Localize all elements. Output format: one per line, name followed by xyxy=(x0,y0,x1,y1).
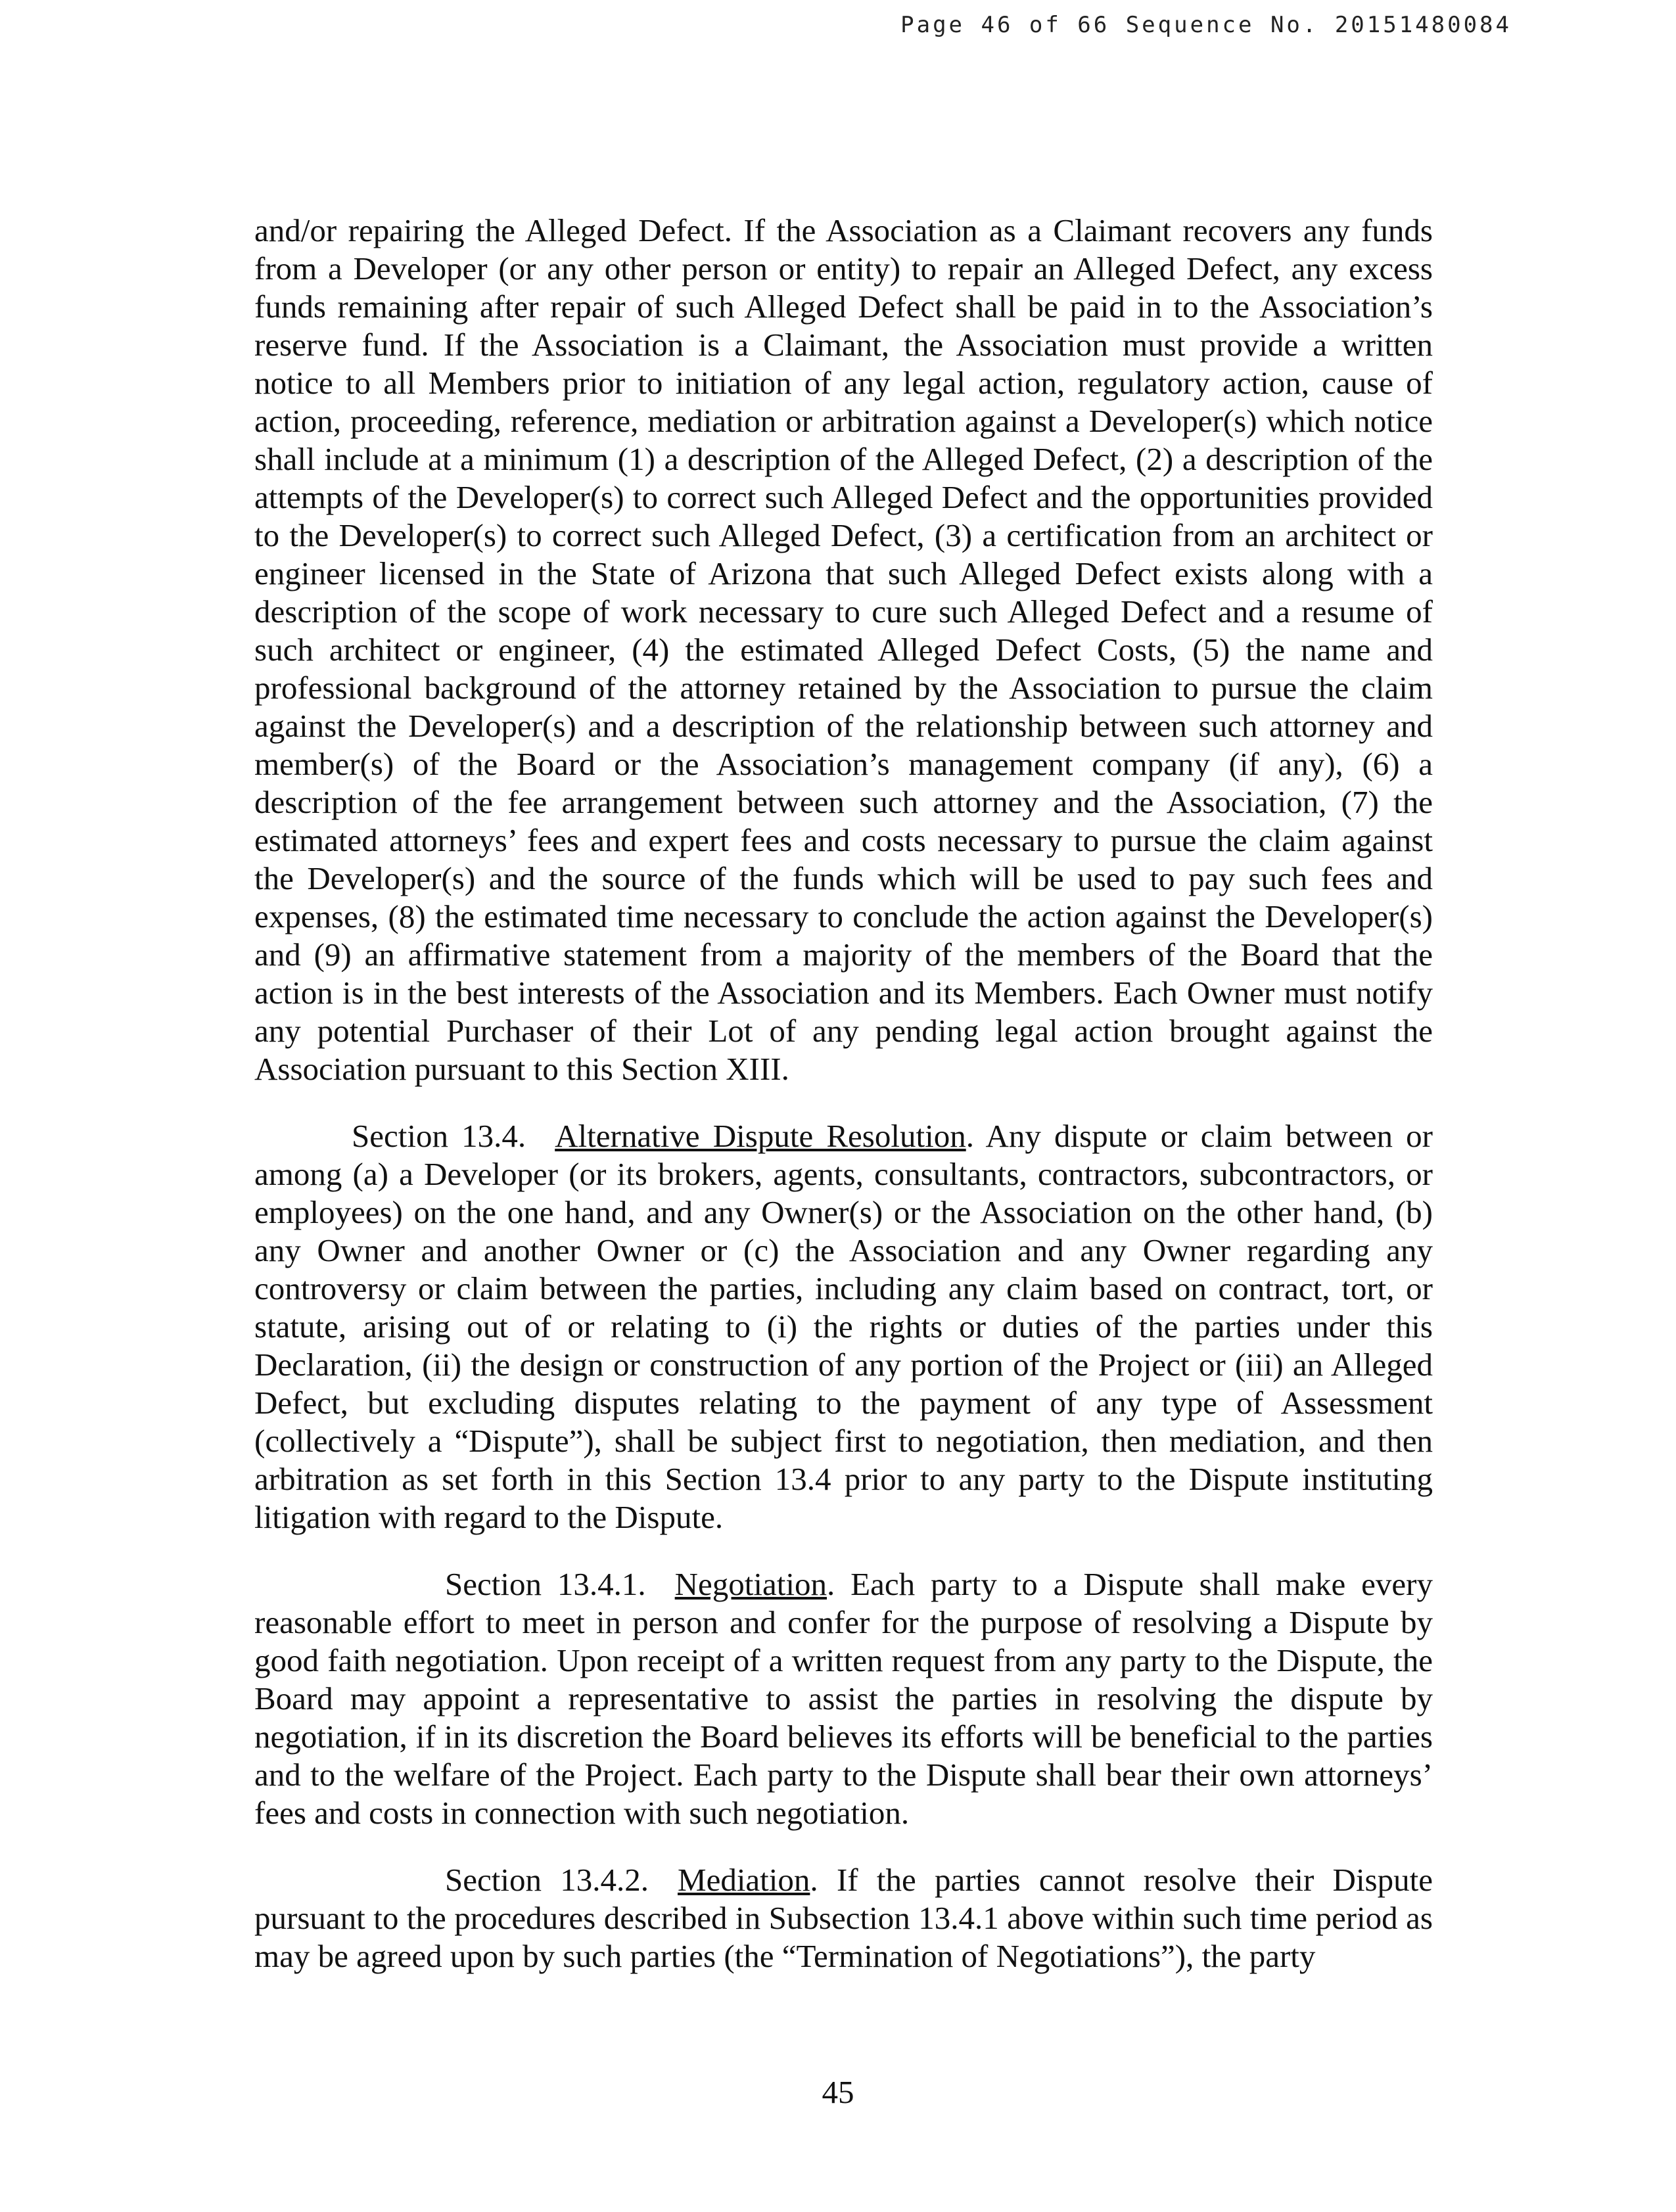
section-13-4-paragraph xyxy=(254,1117,1433,1536)
page-sequence-header: Page 46 of 66 Sequence No. 20151480084 xyxy=(900,12,1512,38)
section-13-4-text: . Any dispute or claim between or among (a) a Developer (or its brokers, agents, consultants, contractors, subcontractors, or employees) on the one hand, and any Owner(s) or the Association on the other hand, (b) any Owner and another Owner or (c) the Association and any Owner regarding any controversy or claim between the parties, including any claim based on contract, tort, or statute, arising out of or relating to (i) the rights or duties of the parties under this Declaration, (ii) the design or construction of any portion of the Project or (iii) an Alleged Defect, but excluding disputes relating to the payment of any type of Assessment (collectively a “Dispute”), shall be subject first to negotiation, then mediation, and then arbitration as set forth in this Section 13.4 prior to any party to the Dispute instituting litigation with regard to the Dispute. xyxy=(254,1118,1433,1535)
section-13-4-1-heading: Negotiation xyxy=(674,1566,827,1602)
section-13-4-2-number: Section 13.4.2. xyxy=(445,1862,649,1898)
section-13-4-number: Section 13.4. xyxy=(352,1118,526,1154)
document-body xyxy=(254,212,1433,2004)
section-13-4-2-text: . If the parties cannot resolve their Dispute pursuant to the procedures described in Subsection 13.4.1 above within such time period as may be agreed upon by such parties (the “Termination of Negotiations”), the party xyxy=(254,1862,1433,1974)
section-13-4-2-paragraph xyxy=(254,1861,1433,1975)
section-13-4-1-paragraph xyxy=(254,1565,1433,1832)
section-13-4-1-number: Section 13.4.1. xyxy=(445,1566,646,1602)
section-13-4-heading: Alternative Dispute Resolution xyxy=(555,1118,966,1154)
section-13-4-2-heading: Mediation xyxy=(678,1862,810,1898)
section-13-4-1-text: . Each party to a Dispute shall make every reasonable effort to meet in person and confer for the purpose of resolving a Dispute by good faith negotiation. Upon receipt of a written request from any party to the Dispute, the Board may appoint a representative to assist the parties in resolving the dispute by negotiation, if in its discretion the Board believes its efforts will be beneficial to the parties and to the welfare of the Project. Each party to the Dispute shall bear their own attorneys’ fees and costs in connection with such negotiation. xyxy=(254,1566,1433,1831)
continuation-paragraph: and/or repairing the Alleged Defect. If the Association as a Claimant recovers any funds from a Developer (or any other person or entity) to repair an Alleged Defect, any excess funds remaining after repair of such Alleged Defect shall be paid in to the Association’s reserve fund. If the Association is a Claimant, the Association must provide a written notice to all Members prior to initiation of any legal action, regulatory action, cause of action, proceeding, reference, mediation or arbitration against a Developer(s) which notice shall include at a minimum (1) a description of the Alleged Defect, (2) a description of the attempts of the Developer(s) to correct such Alleged Defect and the opportunities provided to the Developer(s) to correct such Alleged Defect, (3) a certification from an architect or engineer licensed in the State of Arizona that such Alleged Defect exists along with a description of the scope of work necessary to cure such Alleged Defect and a resume of such architect or engineer, (4) the estimated Alleged Defect Costs, (5) the name and professional background of the attorney retained by the Association to pursue the claim against the Developer(s) and a description of the relationship between such attorney and member(s) of the Board or the Association’s management company (if any), (6) a description of the fee arrangement between such attorney and the Association, (7) the estimated attorneys’ fees and expert fees and costs necessary to pursue the claim against the Developer(s) and the source of the funds which will be used to pay such fees and expenses, (8) the estimated time necessary to conclude the action against the Developer(s) and (9) an affirmative statement from a majority of the members of the Board that the action is in the best interests of the Association and its Members. Each Owner must notify any potential Purchaser of their Lot of any pending legal action brought against the Association pursuant to this Section XIII. xyxy=(254,212,1433,1087)
page-number: 45 xyxy=(822,2074,854,2110)
